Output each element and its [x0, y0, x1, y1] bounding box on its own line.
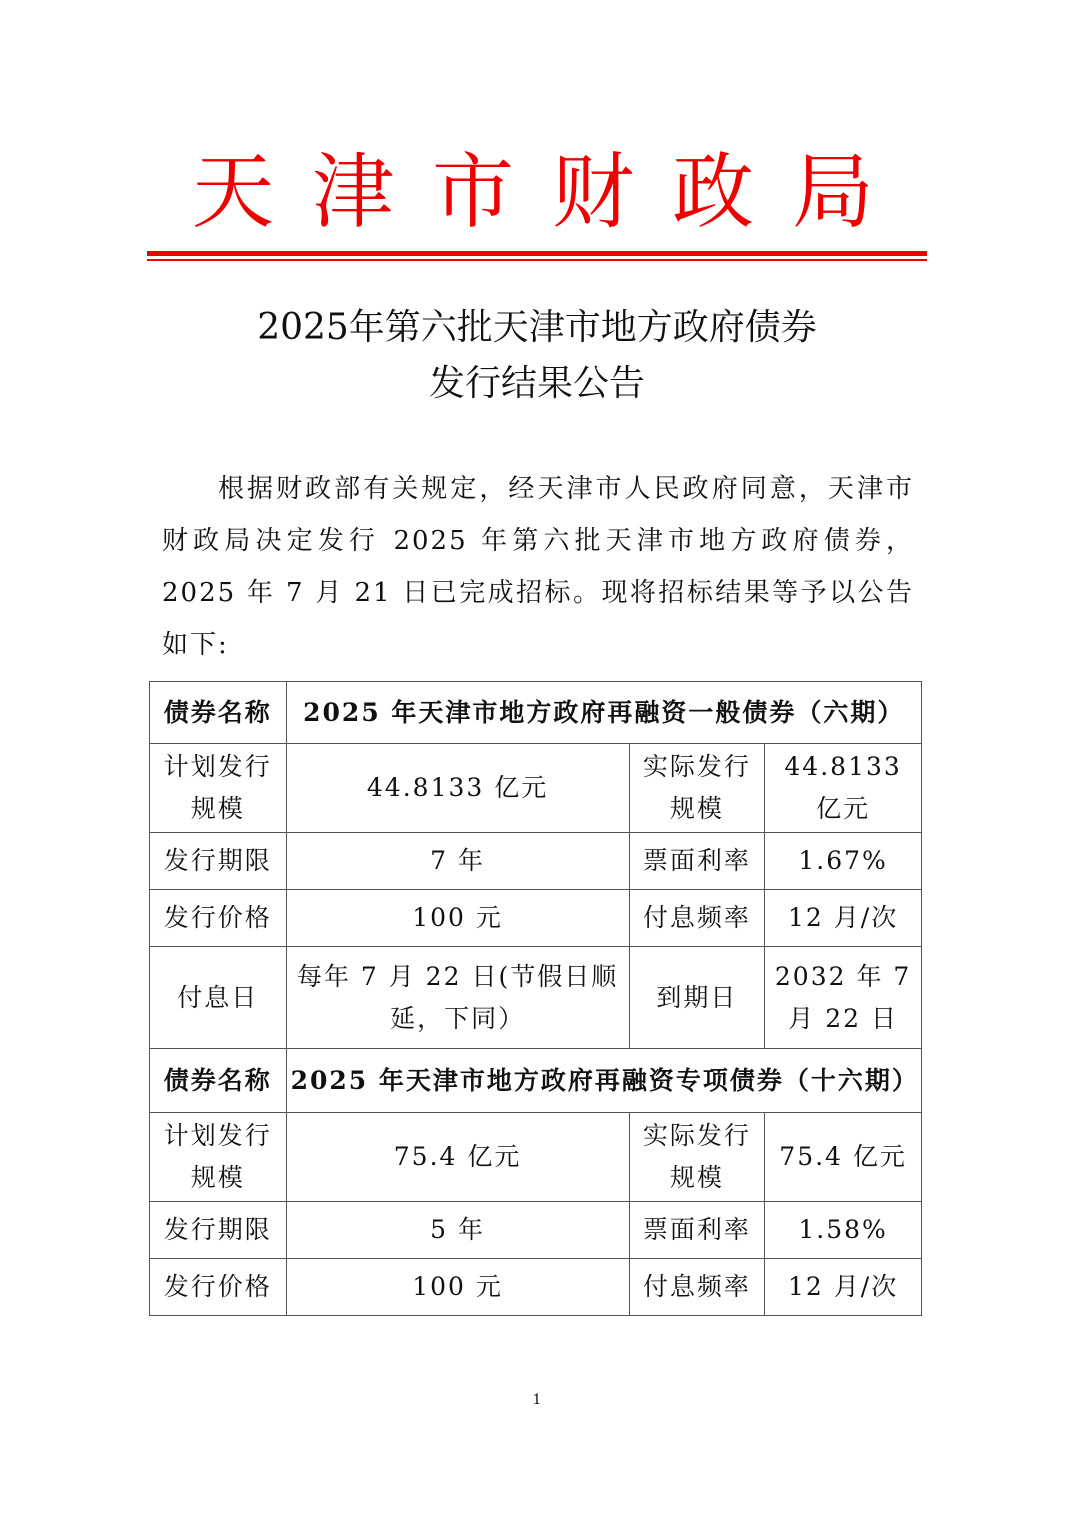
title-line-1: 2025年第六批天津市地方政府债券 — [257, 307, 817, 348]
freq-label: 付息频率 — [629, 1259, 765, 1316]
table-row — [150, 833, 922, 890]
price-label: 发行价格 — [150, 1259, 287, 1316]
planned-value: 75.4 亿元 — [286, 1113, 629, 1202]
price-label: 发行价格 — [150, 890, 287, 947]
bond-name: 2025 年天津市地方政府再融资专项债券（十六期） — [286, 1049, 921, 1113]
org-masthead: 天津市财政局 — [191, 145, 912, 240]
intro-paragraph: 根据财政部有关规定，经天津市人民政府同意，天津市财政局决定发行 2025 年第六批天津市地方政府债券，2025 年 7 月 21 日已完成招标。现将招标结果等予以公告如下: — [162, 474, 914, 660]
table-row — [150, 1259, 922, 1316]
table-row — [150, 947, 922, 1049]
coupon-value: 1.67% — [765, 833, 922, 890]
table-row — [150, 1113, 922, 1202]
masthead-rule-thin — [147, 259, 927, 261]
bond-results-table — [149, 681, 922, 1316]
term-value: 7 年 — [286, 833, 629, 890]
maturity-label: 到期日 — [629, 947, 765, 1049]
term-label: 发行期限 — [150, 1202, 287, 1259]
price-value: 100 元 — [286, 1259, 629, 1316]
table-row — [150, 1202, 922, 1259]
title-line-2: 发行结果公告 — [428, 363, 645, 404]
freq-label: 付息频率 — [629, 890, 765, 947]
coupon-label: 票面利率 — [629, 833, 765, 890]
actual-value: 44.8133 亿元 — [765, 744, 922, 833]
actual-value: 75.4 亿元 — [765, 1113, 922, 1202]
planned-label: 计划发行规模 — [150, 1113, 287, 1202]
planned-label: 计划发行规模 — [150, 744, 287, 833]
term-value: 5 年 — [286, 1202, 629, 1259]
table-row — [150, 1049, 922, 1113]
bond-name-label: 债券名称 — [150, 682, 287, 744]
table-row — [150, 890, 922, 947]
maturity-value: 2032 年 7 月 22 日 — [765, 947, 922, 1049]
coupon-label: 票面利率 — [629, 1202, 765, 1259]
bond-name: 2025 年天津市地方政府再融资一般债券（六期） — [286, 682, 921, 744]
term-label: 发行期限 — [150, 833, 287, 890]
page-number: 1 — [532, 1392, 542, 1408]
price-value: 100 元 — [286, 890, 629, 947]
actual-label: 实际发行规模 — [629, 1113, 765, 1202]
planned-value: 44.8133 亿元 — [286, 744, 629, 833]
actual-label: 实际发行规模 — [629, 744, 765, 833]
pay-date-value: 每年 7 月 22 日(节假日顺延，下同） — [286, 947, 629, 1049]
document-title — [0, 300, 1074, 412]
table-row — [150, 744, 922, 833]
freq-value: 12 月/次 — [765, 890, 922, 947]
masthead-rule-thick — [147, 251, 927, 256]
table-row — [150, 682, 922, 744]
freq-value: 12 月/次 — [765, 1259, 922, 1316]
pay-date-label: 付息日 — [150, 947, 287, 1049]
bond-name-label: 债券名称 — [150, 1049, 287, 1113]
coupon-value: 1.58% — [765, 1202, 922, 1259]
